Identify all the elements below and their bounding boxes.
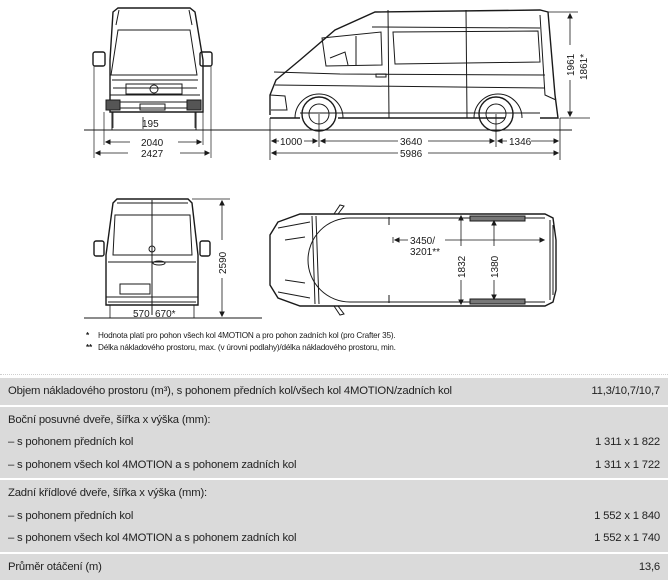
row-label: – s pohonem všech kol 4MOTION a s pohonem zadních kol (8, 532, 296, 544)
row-value: 1 552 x 1 840 (594, 510, 660, 522)
row-label: Objem nákladového prostoru (m³), s pohonem předních kol/všech kol 4MOTION/zadních kol (8, 385, 452, 397)
row-value: 1 552 x 1 740 (594, 532, 660, 544)
dim-overall-length: 5986 (400, 149, 423, 160)
row-label: Zadní křídlové dveře, šířka x výška (mm): (8, 487, 207, 499)
spec-table (0, 378, 668, 582)
row-label: – s pohonem předních kol (8, 510, 133, 522)
footnote-1 (86, 330, 396, 342)
dim-cargo-length-min: 3201** (410, 247, 440, 258)
spec-group-cargo-volume (0, 378, 668, 407)
side-view-drawing (262, 10, 590, 160)
dim-loading-sill-alt: 670* (155, 309, 176, 320)
table-row (0, 505, 668, 528)
dim-cargo-width: 1832 (457, 255, 468, 278)
table-row (0, 431, 668, 454)
dim-height-alt: 1861* (579, 54, 590, 80)
footnote-text: Hodnota platí pro pohon všech kol 4MOTION a pro pohon zadních kol (pro Crafter 35). (98, 331, 395, 340)
footnotes (86, 330, 396, 354)
row-value: 11,3/10,7/10,7 (591, 385, 660, 397)
spec-group-turning-circle (0, 554, 668, 582)
dim-rear-overhang: 1346 (509, 137, 532, 148)
dim-cargo-length-max: 3450/ (410, 236, 435, 247)
row-value: 13,6 (639, 561, 660, 573)
dim-loading-sill: 570 (133, 309, 150, 320)
table-row (0, 380, 668, 403)
rear-view-drawing (84, 199, 262, 320)
row-label: Průměr otáčení (m) (8, 561, 102, 573)
dim-wheelbase: 3640 (400, 137, 423, 148)
spec-group-sliding-door (0, 407, 668, 481)
table-row (0, 527, 668, 550)
dim-overall-width: 2427 (141, 149, 164, 160)
table-row (0, 409, 668, 432)
dim-front-overhang: 1000 (280, 137, 303, 148)
table-top-divider (0, 374, 668, 375)
dim-track-width: 2040 (141, 138, 164, 149)
footnote-2 (86, 342, 396, 354)
footnote-mark: ** (86, 342, 98, 354)
dim-width-between-arches: 1380 (490, 255, 501, 278)
footnote-mark: * (86, 330, 98, 342)
table-row (0, 482, 668, 505)
dim-rear-height: 2590 (218, 251, 229, 274)
spec-group-rear-doors (0, 480, 668, 554)
dim-ground-clearance: 195 (142, 119, 159, 130)
row-label: – s pohonem předních kol (8, 436, 133, 448)
row-value: 1 311 x 1 722 (595, 459, 660, 471)
row-label: Boční posuvné dveře, šířka x výška (mm): (8, 414, 210, 426)
dim-height: 1961 (566, 53, 577, 76)
footnote-text: Délka nákladového prostoru, max. (v úrovni podlahy)/délka nákladového prostoru, min. (98, 343, 396, 352)
top-view-drawing (270, 205, 556, 315)
row-value: 1 311 x 1 822 (595, 436, 660, 448)
front-view-drawing (84, 8, 262, 160)
table-row (0, 454, 668, 477)
row-label: – s pohonem všech kol 4MOTION a s pohonem zadních kol (8, 459, 296, 471)
